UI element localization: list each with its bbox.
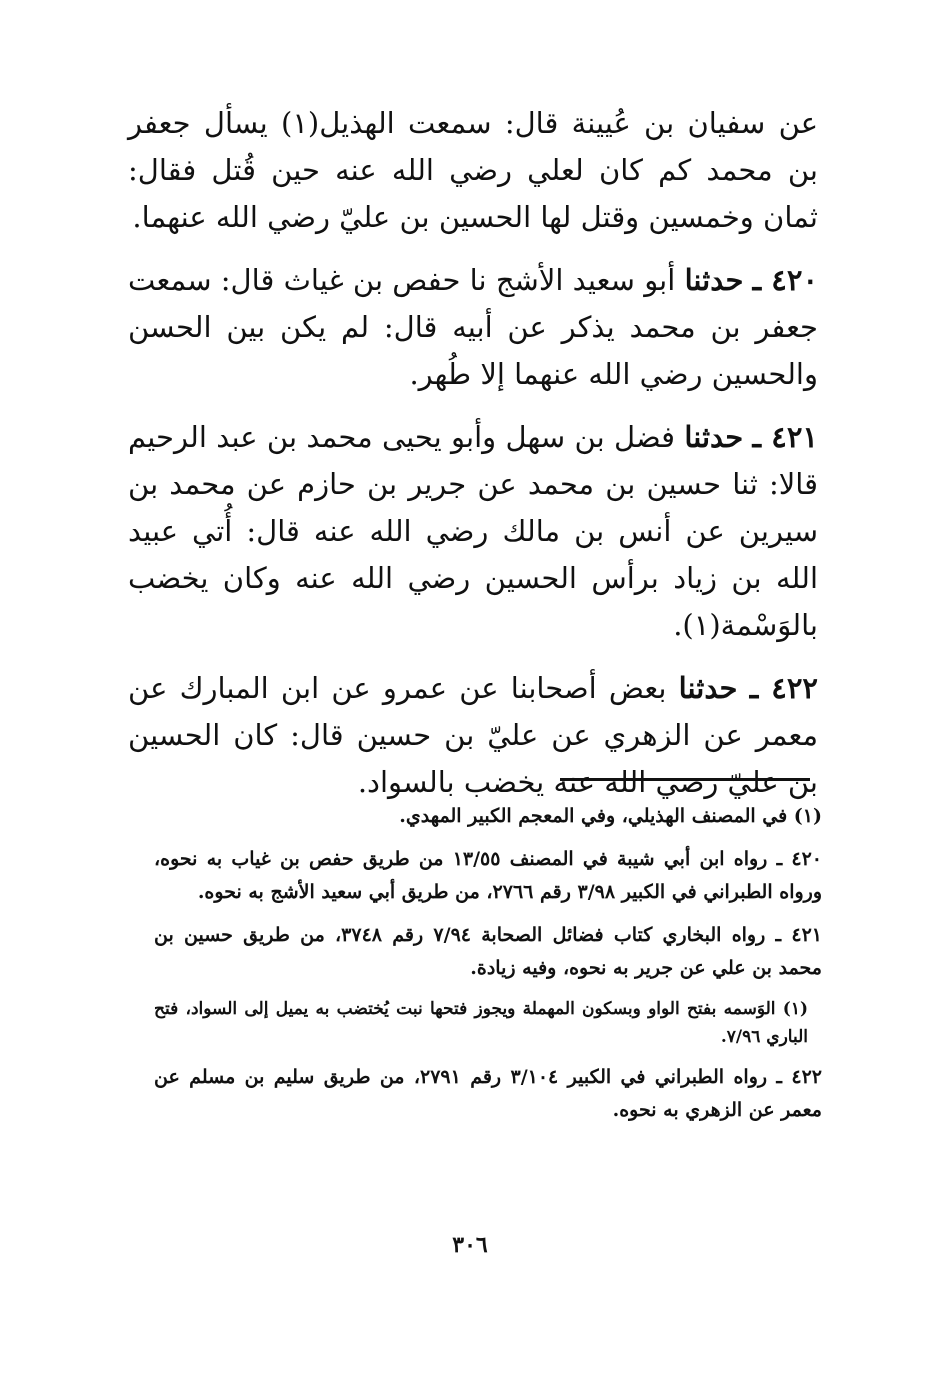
paragraph-422 [128, 665, 818, 806]
paragraph-text: فضل بن سهل وأبو يحيى محمد بن عبد الرحيم قالا: ثنا حسين بن محمد عن جرير بن حازم عن محمد بن سيرين عن أنس بن مالك رضي الله عنه قال: أُتي عبيد الله بن زياد برأس الحسين رضي الله عنه وكان يخضب بالوَسْمة(١). [128, 420, 818, 642]
page-number: ٣٠٦ [452, 1232, 488, 1258]
paragraph-text: بعض أصحابنا عن عمرو عن ابن المبارك عن معمر عن الزهري عن عليّ بن حسين قال: كان الحسين بن عليّ رضي الله عنه يخضب بالسواد. [128, 671, 818, 799]
footnote-422: ٤٢٢ ـ رواه الطبراني في الكبير ٣/١٠٤ رقم ٢٧٩١، من طريق سليم بن مسلم عن معمر عن الزهري به نحوه. [154, 1066, 822, 1121]
footnote-421: ٤٢١ ـ رواه البخاري كتاب فضائل الصحابة ٧/٩٤ رقم ٣٧٤٨، من طريق حسين بن محمد بن علي عن جرير به نحوه، وفيه زيادة. [154, 924, 822, 979]
paragraph-text: أبو سعيد الأشج نا حفص بن غياث قال: سمعت جعفر بن محمد يذكر عن أبيه قال: لم يكن بين الحسن والحسين رضي الله عنهما إلا طُهر. [128, 263, 818, 391]
footnote-421-sub: (١) الوَسمه بفتح الواو وبسكون المهملة ويجوز فتحها نبت يُختضب به يميل إلى السواد، فتح الباري ٧/٩٦. [154, 999, 808, 1047]
footnote-1: (١) في المصنف الهذيلي، وفي المعجم الكبير المهدي. [399, 805, 822, 827]
paragraph-420 [128, 257, 818, 398]
hadith-lead-word: حدثنا [678, 671, 738, 705]
main-text [128, 100, 818, 822]
paragraph-421 [128, 414, 818, 649]
hadith-number: ٤٢٢ ـ [749, 671, 818, 705]
footnote-separator [560, 778, 810, 781]
footnote-420: ٤٢٠ ـ رواه ابن أبي شيبة في المصنف ١٣/٥٥ من طريق حفص بن غياب به نحوه، ورواه الطبراني في الكبير ٣/٩٨ رقم ٢٧٦٦، من طريق أبي سعيد الأشج به نحوه. [154, 848, 822, 903]
paragraph-intro [128, 100, 818, 241]
hadith-lead-word: حدثنا [684, 263, 744, 297]
hadith-lead-word: حدثنا [684, 420, 744, 454]
footnotes [154, 800, 822, 1137]
hadith-number: ٤٢١ ـ [752, 420, 818, 454]
paragraph-text: عن سفيان بن عُيينة قال: سمعت الهذيل(١) يسأل جعفر بن محمد كم كان لعلي رضي الله عنه حين قُتل فقال: ثمان وخمسين وقتل لها الحسين بن عليّ رضي الله عنهما. [128, 106, 818, 234]
hadith-number: ٤٢٠ ـ [752, 263, 819, 297]
